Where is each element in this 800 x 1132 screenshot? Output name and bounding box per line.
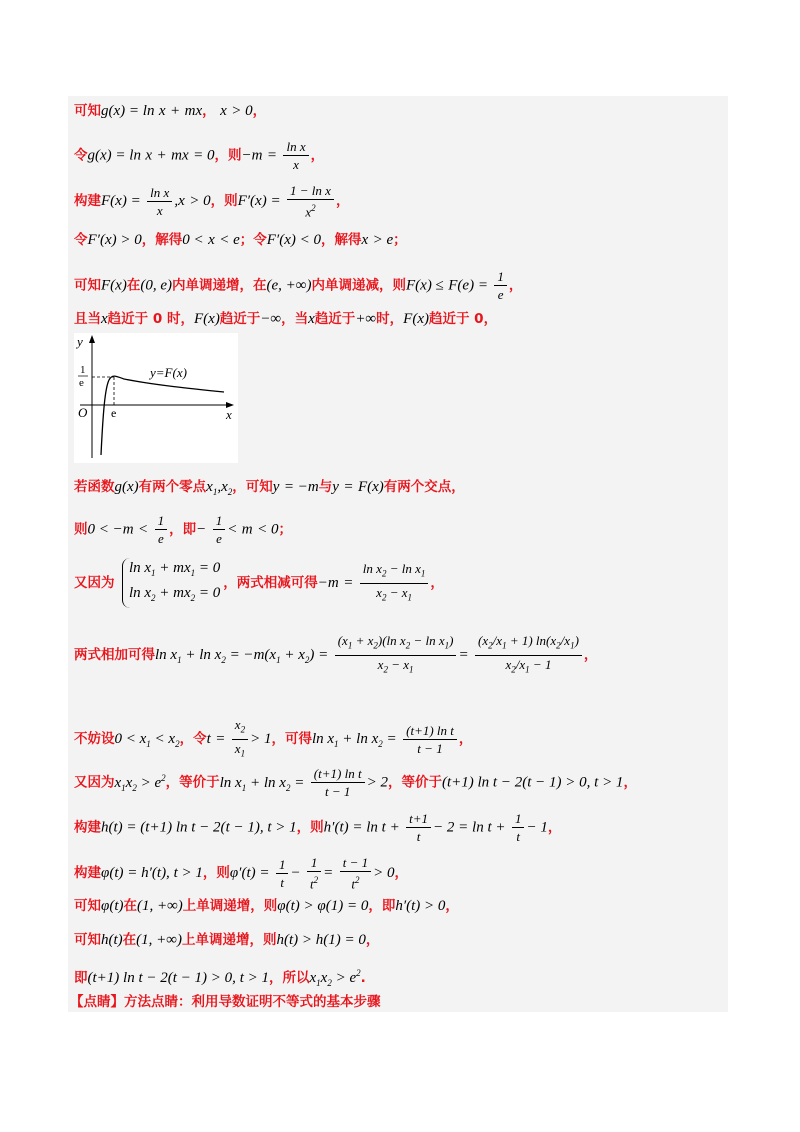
graph-tick-x: e bbox=[111, 406, 117, 420]
graph-y-label: y bbox=[77, 334, 83, 349]
function-graph bbox=[74, 333, 238, 463]
line-16: 可知h(t)在(1, +∞)上单调递增，则h(t) > h(1) = 0， bbox=[74, 932, 380, 948]
graph-x-label: x bbox=[226, 407, 232, 422]
line-13: 构建h(t) = (t+1) ln t − 2(t − 1), t > 1，则h′(t) = ln t + $\frac{t+1}{t}$ − 2 = ln t + $\frac{1}{t}$ − 1， bbox=[74, 811, 562, 844]
line-14: 构建φ(t) = h′(t), t > 1，则φ′(t) = $\frac{1}{t}$ − $\frac{1}{t^2}$ = $\frac{t - 1}{t^2}$ > 0， bbox=[74, 855, 409, 892]
line-8: 则0 < −m < $\frac{1}{e}$ ，即− $\frac{1}{e}$ < m < 0； bbox=[74, 513, 292, 546]
line-12: 又因为$x_1x_2 > e^2$，等价于$\ln x_1 + \ln x_2$ = $\frac{\text{(t+1) ln t}}{t - 1}$ > 2，等价于(t+1) ln t − 2(t − 1) > 0, t > 1， bbox=[74, 766, 637, 799]
line-1: 可知g(x) = ln x + mx， x > 0， bbox=[74, 103, 267, 119]
line-4: 令F′(x) > 0，解得0 < x < e；令F′(x) < 0，解得x > e； bbox=[74, 232, 407, 248]
line-5: 可知F(x)在(0, e)内单调递增，在(e, +∞)内单调递减，则F(x) ≤ F(e) = $\frac{1}{e}$ ， bbox=[74, 269, 523, 302]
line-17: 即(t+1) ln t − 2(t − 1) > 0, t > 1，所以$x_1x_2 > e^2$. bbox=[74, 968, 366, 988]
graph-tick-y-num: 1 bbox=[80, 364, 86, 376]
line-11: 不妨设$0 < x_1 < x_2$，令t = $\frac{x_2}{x_1}$ > 1，可得$\ln x_1 + \ln x_2$ = $\frac{\text{(t+1) ln t}}{t - 1}$ ， bbox=[74, 717, 473, 759]
graph-origin-label: O bbox=[78, 405, 88, 420]
line-3: 构建F(x) = $\frac{\text{ln x}}{x}$ ,x > 0，则F′(x) = $\frac{\text{1 − ln x}}{x^2}$ ， bbox=[74, 183, 350, 220]
graph-svg bbox=[74, 333, 238, 463]
line-9: 又因为 $\ln x_1 + mx_1 = 0$ $\ln x_2 + mx_2 = 0$ ，两式相减可得−m = $\frac{\ln x_2 - \ln x_1}{x_2 - x_1}$ ， bbox=[74, 558, 444, 608]
line-2: 令g(x) = ln x + mx = 0，则−m = $\frac{\text{ln x}}{x}$ ， bbox=[74, 139, 325, 172]
line-7: 若函数g(x)有两个零点$x_1,x_2$，可知y = −m与y = F(x)有两个交点， bbox=[74, 479, 465, 497]
line-6: 且当x趋近于 0 时，F(x)趋近于−∞，当x趋近于+∞时，F(x)趋近于 0， bbox=[74, 311, 498, 327]
line-10: 两式相加可得$\ln x_1 + \ln x_2 = -m(x_1 + x_2)$ = $\frac{(x_1 + x_2)(\ln x_2 - \ln x_1)}{x_2 - x_1}$ = $\frac{(x_2/x_1 + 1) \ln(x_2/x_1)}{x_2/x_1 - 1}$ ， bbox=[74, 633, 598, 675]
graph-tick-y-den: e bbox=[79, 377, 84, 389]
graph-curve-label: y=F(x) bbox=[150, 365, 187, 380]
line-15: 可知φ(t)在(1, +∞)上单调递增，则φ(t) > φ(1) = 0，即h′(t) > 0， bbox=[74, 898, 459, 914]
method-note: 【点睛】方法点睛：利用导数证明不等式的基本步骤 bbox=[70, 994, 381, 1010]
